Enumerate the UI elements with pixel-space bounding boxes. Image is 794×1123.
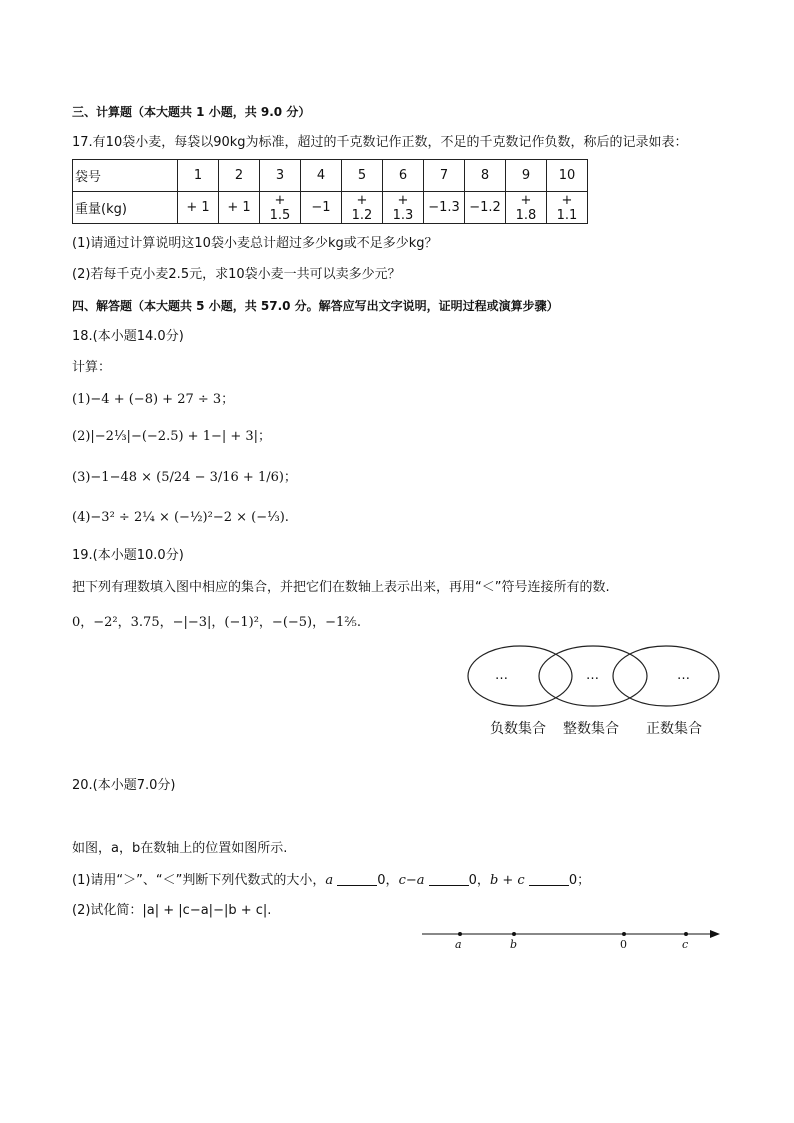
expr-a: a [325,873,334,888]
table-cell: −1 [301,192,342,224]
zero-text: 0 [377,873,386,888]
positive-set-label: 正数集合 [646,721,702,737]
arrow-icon [710,930,720,938]
point-zero [622,932,626,936]
table-cell: −1.2 [465,192,506,224]
q18-part1: (1)−4 + (−8) + 27 ÷ 3； [72,392,235,407]
table-header-cell: 袋号 [73,160,178,192]
q20-part1-prefix: (1)请用“＞”、“＜”判断下列代数式的大小， [72,873,326,888]
table-cell: + 1.1 [547,192,588,224]
q20-text: 如图，a，b在数轴上的位置如图所示. [72,841,288,856]
point-c [684,932,688,936]
table-cell: + 1.2 [342,192,383,224]
table-header-cell: 重量(kg) [73,192,178,224]
axis-label-zero: 0 [620,938,627,951]
point-b [512,932,516,936]
comma: ， [476,873,490,888]
q19-numbers: 0，−2²，3.75，−|−3|，(−1)²，−(−5)，−1⅖. [72,615,362,630]
negative-set-ellipse [468,646,572,706]
integer-set-ellipsis: … [586,668,599,683]
axis-label-a: a [455,938,462,951]
table-cell: + 1 [219,192,260,224]
table-cell: 1 [178,160,219,192]
expr-c-minus-a: c−a [398,873,425,888]
semicolon: ； [577,873,591,888]
q18-part4: (4)−3² ÷ 2¼ × (−½)²−2 × (−⅓). [72,510,289,525]
table-cell: + 1.3 [383,192,424,224]
positive-set-ellipsis: … [677,668,690,683]
q18-intro: 计算： [72,360,112,375]
q20-part1 [72,871,590,890]
positive-set-ellipse [613,646,719,706]
q17-part2: (2)若每千克小麦2.5元，求10袋小麦一共可以卖多少元？ [72,267,401,282]
table-cell: 8 [465,160,506,192]
table-cell: 9 [506,160,547,192]
expr-b-plus-c: b + c [489,873,525,888]
table-cell: 6 [383,160,424,192]
zero-text: 0 [468,873,477,888]
negative-set-label: 负数集合 [490,721,546,737]
table-cell: −1.3 [424,192,465,224]
q20-part2: (2)试化简：|a| + |c−a|−|b + c|. [72,903,272,918]
q18-title: 18.(本小题14.0分) [72,329,184,344]
axis-label-c: c [682,938,689,951]
axis-label-b: b [510,938,518,951]
q17-part1: (1)请通过计算说明这10袋小麦总计超过多少kg或不足多少kg？ [72,236,438,251]
table-cell: 2 [219,160,260,192]
section-3-heading: 三、计算题（本大题共 1 小题，共 9.0 分） [72,105,311,119]
q18-part3: (3)−1−48 × (5/24 − 3/16 + 1/6)； [72,470,297,485]
table-cell: 7 [424,160,465,192]
integer-set-label: 整数集合 [563,721,619,737]
comma: ， [385,873,399,888]
table-cell: + 1.5 [260,192,301,224]
zero-text: 0 [568,873,578,888]
point-a [458,932,462,936]
answer-blank-ca[interactable] [429,871,469,886]
q19-text: 把下列有理数填入图中相应的集合，并把它们在数轴上表示出来，再用“＜”符号连接所有的数. [72,580,610,595]
table-cell: 10 [547,160,588,192]
answer-blank-a[interactable] [337,871,377,886]
table-cell: + 1.8 [506,192,547,224]
q18-part2: (2)|−2⅓|−(−2.5) + 1−| + 3|； [72,429,272,444]
table-cell: 4 [301,160,342,192]
q19-title: 19.(本小题10.0分) [72,548,184,563]
answer-blank-bc[interactable] [529,871,569,886]
table-cell: 3 [260,160,301,192]
q17-stem: 17.有10袋小麦，每袋以90kg为标准，超过的千克数记作正数，不足的千克数记作负数，称后的记录如表： [72,135,688,150]
q20-title: 20.(本小题7.0分) [72,778,176,793]
table-cell: 5 [342,160,383,192]
table-cell: + 1 [178,192,219,224]
negative-set-ellipsis: … [495,668,508,683]
section-4-heading: 四、解答题（本大题共 5 小题，共 57.0 分。解答应写出文字说明，证明过程或演算步骤） [72,299,559,313]
